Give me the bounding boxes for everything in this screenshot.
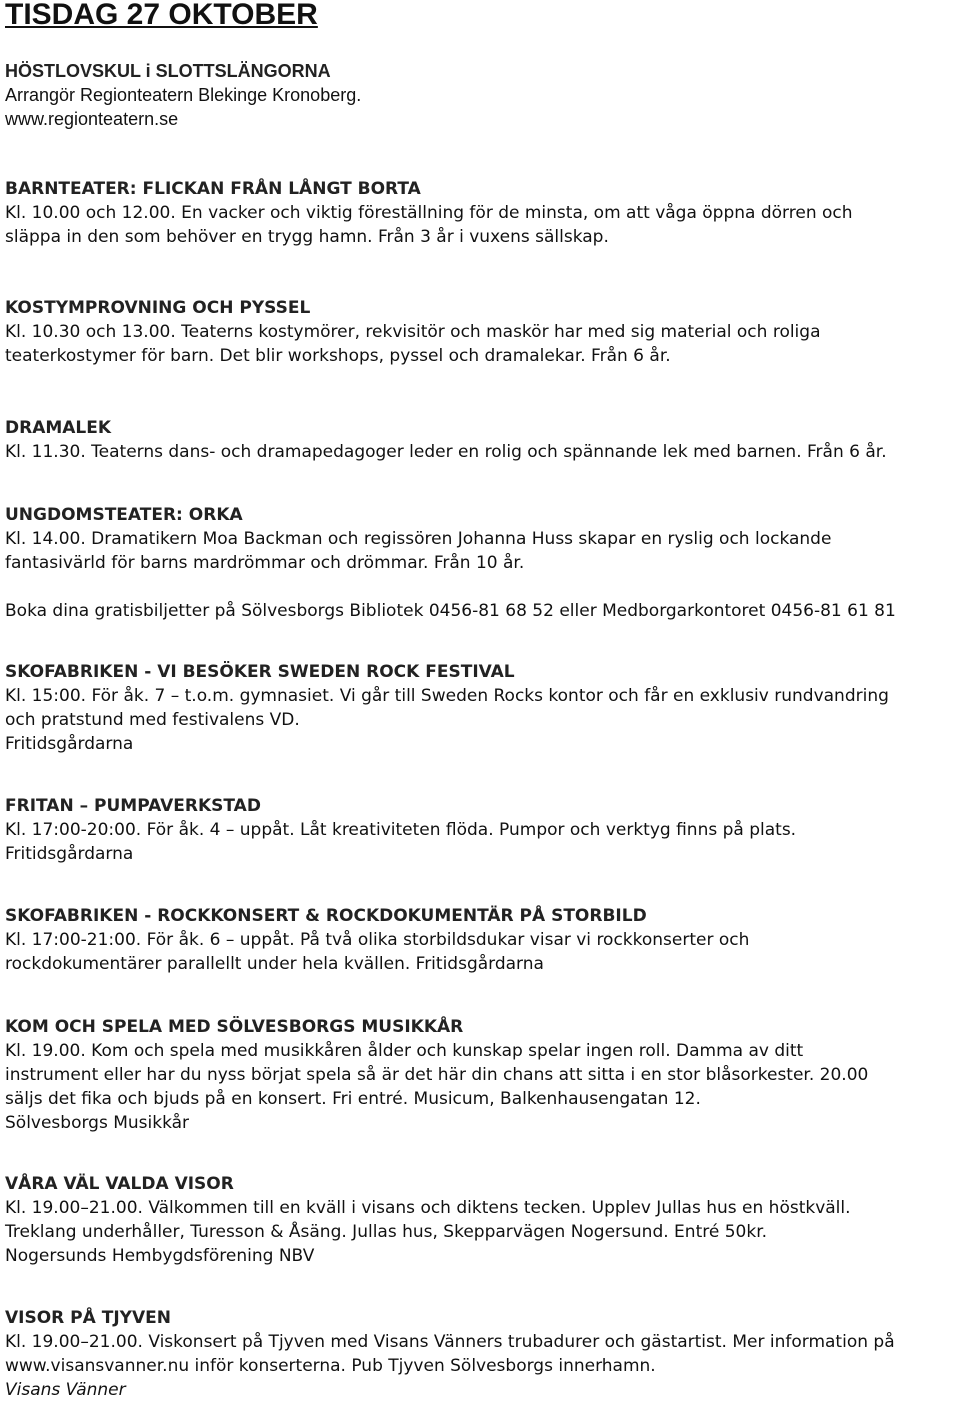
event-organizer: Fritidsgårdarna	[5, 844, 134, 864]
event-organizer: Fritidsgårdarna	[5, 734, 134, 754]
event-heading: BARNTEATER: FLICKAN FRÅN LÅNGT BORTA	[5, 179, 421, 199]
event-text-line: Treklang underhåller, Turesson & Åsäng. Jullas hus, Skepparvägen Nogersund. Entré 50kr.	[5, 1222, 768, 1242]
intro-section	[5, 59, 957, 131]
event-text-line: Kl. 10.00 och 12.00. En vacker och viktig föreställning för de minsta, om att våga öppna dörren och	[5, 203, 853, 223]
event-musikkar	[5, 1015, 957, 1135]
event-heading: VÅRA VÄL VALDA VISOR	[5, 1174, 234, 1194]
event-text-line: Kl. 10.30 och 13.00. Teaterns kostymörer, rekvisitör och maskör har med sig material och roliga	[5, 322, 821, 342]
event-organizer: Sölvesborgs Musikkår	[5, 1113, 190, 1133]
event-skofabriken-sweden-rock	[5, 660, 957, 756]
event-text-line: Kl. 19.00–21.00. Viskonsert på Tjyven med Visans Vänners trubadurer och gästartist. Mer information på	[5, 1332, 895, 1352]
event-heading: KOSTYMPROVNING OCH PYSSEL	[5, 298, 311, 318]
visans-vanner-link[interactable]: www.visansvanner.nu	[5, 1356, 190, 1376]
event-text-line: instrument eller har du nyss börjat spela så är det här din chans att sitta i en stor blåsorkester. 20.00	[5, 1065, 869, 1085]
event-barnteater	[5, 177, 957, 249]
event-visor-pa-tjyven	[5, 1306, 957, 1402]
page-title: TISDAG 27 OKTOBER	[5, 0, 318, 31]
event-heading: SKOFABRIKEN - ROCKKONSERT & ROCKDOKUMENTÄR PÅ STORBILD	[5, 906, 647, 926]
event-text-line: rockdokumentärer parallellt under hela kvällen. Fritidsgårdarna	[5, 954, 544, 974]
event-text-line: teaterkostymer för barn. Det blir workshops, pyssel och dramalekar. Från 6 år.	[5, 346, 671, 366]
event-text-after-link: inför konserterna. Pub Tjyven Sölvesborgs innerhamn.	[189, 1356, 656, 1376]
intro-heading: HÖSTLOVSKUL i SLOTTSLÄNGORNA	[5, 61, 331, 81]
event-visor	[5, 1172, 957, 1268]
event-text-line: fantasivärld för barns mardrömmar och drömmar. Från 10 år.	[5, 553, 525, 573]
event-ungdomsteater	[5, 503, 957, 575]
event-text-line: släppa in den som behöver en trygg hamn. Från 3 år i vuxens sällskap.	[5, 227, 609, 247]
event-heading: DRAMALEK	[5, 418, 112, 438]
event-text-line: Kl. 15:00. För åk. 7 – t.o.m. gymnasiet. Vi går till Sweden Rocks kontor och får en exklusiv rundvandring	[5, 686, 889, 706]
event-dramalek	[5, 416, 957, 464]
event-heading: UNGDOMSTEATER: ORKA	[5, 505, 243, 525]
event-text-line: Kl. 11.30. Teaterns dans- och dramapedagoger leder en rolig och spännande lek med barnen. Från 6 år.	[5, 442, 887, 462]
event-heading: FRITAN – PUMPAVERKSTAD	[5, 796, 261, 816]
event-skofabriken-rockkonsert	[5, 904, 957, 976]
event-text-line: Kl. 14.00. Dramatikern Moa Backman och regissören Johanna Huss skapar en ryslig och lockande	[5, 529, 832, 549]
event-organizer: Nogersunds Hembygdsförening NBV	[5, 1246, 315, 1266]
event-text-line: Kl. 17:00-20:00. För åk. 4 – uppåt. Låt kreativiteten flöda. Pumpor och verktyg finns på plats.	[5, 820, 797, 840]
booking-note	[5, 599, 957, 623]
booking-text: Boka dina gratisbiljetter på Sölvesborgs Bibliotek 0456-81 68 52 eller Medborgarkontoret 0456-81 61 81	[5, 601, 896, 621]
event-heading: VISOR PÅ TJYVEN	[5, 1308, 171, 1328]
event-text-line: Kl. 19.00. Kom och spela med musikkåren ålder och kunskap spelar ingen roll. Damma av ditt	[5, 1041, 804, 1061]
event-text-line: Kl. 17:00-21:00. För åk. 6 – uppåt. På två olika storbildsdukar visar vi rockkonserter och	[5, 930, 750, 950]
intro-website-link[interactable]: www.regionteatern.se	[5, 109, 179, 129]
event-text-line-with-link	[5, 1354, 957, 1378]
page	[5, 0, 957, 1400]
intro-organizer: Arrangör Regionteatern Blekinge Kronoberg.	[5, 85, 362, 105]
event-text-line: säljs det fika och bjuds på en konsert. Fri entré. Musicum, Balkenhausengatan 12.	[5, 1089, 701, 1109]
event-organizer: Visans Vänner	[5, 1380, 126, 1400]
event-text-line: Kl. 19.00–21.00. Välkommen till en kväll i visans och diktens tecken. Upplev Jullas hus en höstkväll.	[5, 1198, 851, 1218]
event-kostymprovning	[5, 296, 957, 368]
event-fritan-pumpaverkstad	[5, 794, 957, 866]
event-heading: SKOFABRIKEN - VI BESÖKER SWEDEN ROCK FESTIVAL	[5, 662, 515, 682]
event-heading: KOM OCH SPELA MED SÖLVESBORGS MUSIKKÅR	[5, 1017, 464, 1037]
event-text-line: och pratstund med festivalens VD.	[5, 710, 300, 730]
